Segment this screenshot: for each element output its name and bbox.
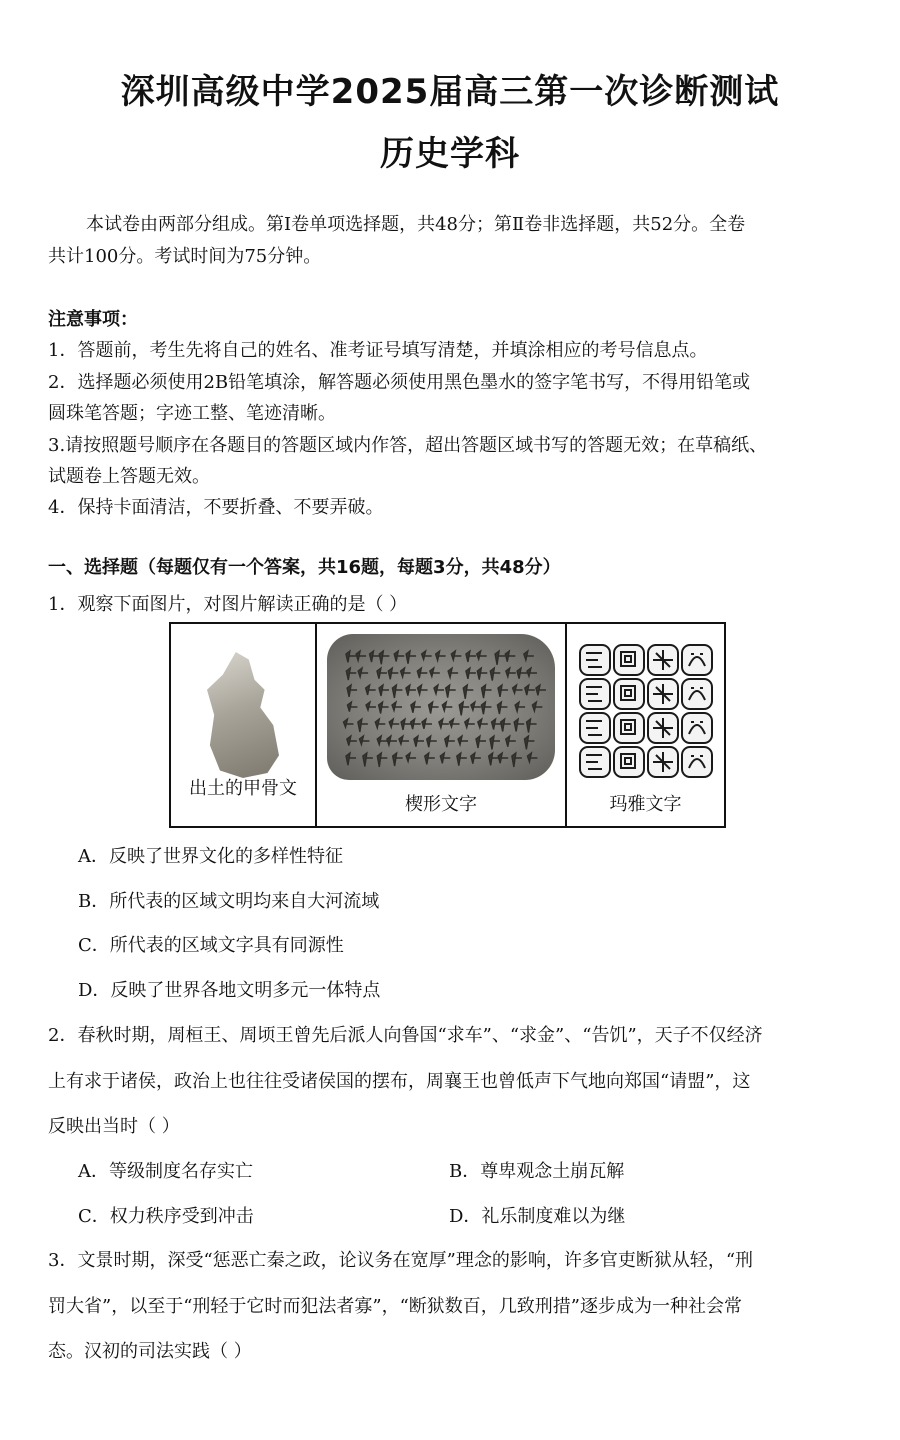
- cuneiform-wedge: [490, 668, 500, 681]
- question-2-stem: 2．春秋时期，周桓王、周顷王曾先后派人向鲁国“求车”、“求金”、“告饥”，天子不仅经济: [48, 1025, 763, 1046]
- question-3-stem: 罚大省”，以至于“刑轻于它时而犯法者寡”，“断狱数百，几致刑措”逐步成为一种社会常: [48, 1296, 743, 1317]
- cuneiform-wedge: [489, 753, 499, 765]
- maya-glyph-block: [614, 645, 644, 675]
- cuneiform-wedge: [377, 668, 387, 679]
- cuneiform-wedge: [527, 719, 537, 733]
- cuneiform-wedge: [481, 702, 491, 714]
- note-line: 3.请按照题号顺序在各题目的答题区域内作答，超出答题区域书写的答题无效；在草稿纸、: [48, 435, 768, 456]
- cuneiform-wedge: [527, 753, 537, 762]
- cuneiform-wedge: [436, 651, 446, 660]
- cuneiform-wedge: [379, 702, 389, 714]
- section-heading: 一、选择题（每题仅有一个答案，共16题，每题3分，共48分）: [48, 557, 561, 578]
- note-line: 试题卷上答题无效。: [48, 466, 210, 487]
- cuneiform-wedge: [411, 702, 421, 713]
- cuneiform-wedge: [406, 685, 416, 696]
- cuneiform-wedge: [346, 668, 356, 680]
- cuneiform-wedge: [495, 651, 505, 665]
- cuneiform-wedge: [377, 753, 387, 767]
- cuneiform-wedge: [440, 753, 450, 763]
- cuneiform-wedge: [527, 668, 537, 676]
- cuneiform-wedge: [422, 719, 432, 729]
- note-line: 2．选择题必须使用2B铅笔填涂，解答题必须使用黑色墨水的签字笔书写，不得用铅笔或: [48, 372, 751, 393]
- question-1-figure-table: [169, 622, 726, 828]
- cuneiform-wedge: [346, 753, 356, 765]
- question-1-option-d[interactable]: D．反映了世界各地文明多元一体特点: [78, 980, 381, 1001]
- maya-glyph-block: [614, 713, 644, 743]
- cuneiform-wedge: [515, 702, 525, 711]
- cuneiform-wedge: [532, 702, 542, 711]
- maya-glyph-block: [682, 679, 712, 709]
- cuneiform-wedge: [377, 736, 387, 744]
- cuneiform-wedge: [457, 753, 467, 766]
- cuneiform-wedge: [422, 651, 432, 659]
- question-2-option-b[interactable]: B．尊卑观念土崩瓦解: [449, 1161, 625, 1182]
- cuneiform-wedge: [358, 719, 368, 732]
- cuneiform-wedge: [471, 702, 481, 710]
- notes-heading: 注意事项：: [48, 309, 138, 330]
- cuneiform-wedge: [506, 668, 516, 677]
- note-line: 4．保持卡面清洁，不要折叠、不要弄破。: [48, 497, 384, 518]
- cuneiform-wedge: [501, 719, 511, 732]
- cuneiform-wedge: [445, 736, 455, 747]
- cuneiform-wedge: [482, 685, 492, 698]
- cuneiform-wedge: [370, 651, 380, 662]
- cuneiform-wedge: [425, 753, 435, 764]
- figure-cell-oracle: [171, 624, 317, 826]
- cuneiform-wedge: [466, 668, 476, 679]
- cuneiform-wedge: [401, 719, 411, 730]
- cuneiform-wedge: [366, 685, 376, 695]
- figure-cell-maya: [567, 624, 724, 826]
- cuneiform-wedge: [525, 685, 535, 695]
- cuneiform-wedge: [465, 719, 475, 728]
- cuneiform-wedge: [512, 753, 522, 767]
- cuneiform-wedge: [476, 736, 486, 748]
- cuneiform-wedge: [498, 685, 508, 697]
- question-3-stem: 3．文景时期，深受“惩恶亡秦之政，论议务在宽厚”理念的影响，许多官吏断狱从轻，“刑: [48, 1250, 754, 1271]
- cuneiform-wedge: [346, 651, 356, 662]
- maya-glyph-block: [682, 747, 712, 777]
- cuneiform-wedge: [401, 668, 411, 677]
- question-2-option-c[interactable]: C．权力秩序受到冲击: [78, 1206, 254, 1227]
- cuneiform-wedge: [514, 719, 524, 731]
- cuneiform-wedge: [536, 685, 546, 695]
- cuneiform-wedge: [478, 719, 488, 728]
- figure-cell-cuneiform: [317, 624, 567, 826]
- question-2-option-a[interactable]: A．等级制度名存实亡: [78, 1161, 253, 1182]
- cuneiform-wedge: [490, 736, 500, 749]
- cuneiform-wedge: [358, 668, 368, 677]
- maya-glyphs-image: [579, 644, 713, 780]
- cuneiform-wedge: [366, 702, 376, 710]
- cuneiform-wedge: [375, 719, 385, 728]
- oracle-bone-image: [207, 652, 279, 778]
- question-1-stem: 1．观察下面图片，对图片解读正确的是（ ）: [48, 594, 408, 615]
- question-3-stem: 态。汉初的司法实践（ ）: [48, 1341, 252, 1362]
- cuneiform-wedge: [388, 668, 398, 679]
- maya-glyph-block: [614, 747, 644, 777]
- cuneiform-wedge: [414, 736, 424, 747]
- maya-glyph-block: [682, 713, 712, 743]
- cuneiform-wedge: [448, 668, 458, 677]
- cuneiform-wedge: [430, 668, 440, 676]
- cuneiform-wedge: [459, 702, 469, 715]
- cuneiform-wedge: [387, 736, 397, 745]
- cuneiform-wedge: [439, 719, 449, 728]
- cuneiform-wedge: [392, 702, 402, 711]
- question-1-option-a[interactable]: A．反映了世界文化的多样性特征: [78, 846, 343, 867]
- cuneiform-wedge: [513, 685, 523, 693]
- cuneiform-wedge: [399, 736, 409, 744]
- cuneiform-wedge: [498, 753, 508, 763]
- cuneiform-wedge: [411, 719, 421, 729]
- figure-caption: 楔形文字: [405, 794, 477, 815]
- cuneiform-wedge: [347, 702, 357, 712]
- cuneiform-wedge: [517, 668, 527, 679]
- cuneiform-wedge: [359, 736, 369, 744]
- cuneiform-wedge: [446, 685, 456, 698]
- cuneiform-wedge: [389, 719, 399, 727]
- cuneiform-wedge: [442, 702, 452, 711]
- cuneiform-wedge: [392, 685, 402, 698]
- question-1-option-b[interactable]: B．所代表的区域文明均来自大河流域: [78, 891, 380, 912]
- cuneiform-wedge: [463, 685, 473, 699]
- cuneiform-tablet-image: [327, 634, 555, 780]
- note-line: 1．答题前，考生先将自己的姓名、准考证号填写清楚，并填涂相应的考号信息点。: [48, 340, 708, 361]
- cuneiform-wedge: [417, 668, 427, 678]
- cuneiform-wedge: [458, 736, 468, 745]
- note-line: 圆珠笔答题；字迹工整、笔迹清晰。: [48, 403, 336, 424]
- cuneiform-wedge: [379, 685, 389, 696]
- cuneiform-wedge: [450, 719, 460, 727]
- intro-line-2: 共计100分。考试时间为75分钟。: [48, 246, 322, 267]
- cuneiform-wedge: [477, 651, 487, 659]
- figure-caption: 出土的甲骨文: [189, 778, 297, 799]
- cuneiform-wedge: [427, 736, 437, 747]
- cuneiform-wedge: [492, 719, 502, 729]
- cuneiform-wedge: [379, 651, 389, 664]
- cuneiform-wedge: [406, 753, 416, 761]
- cuneiform-wedge: [506, 736, 516, 747]
- cuneiform-wedge: [363, 753, 373, 766]
- cuneiform-wedge: [524, 736, 534, 749]
- question-2-stem: 上有求于诸侯，政治上也往往受诸侯国的摆布，周襄王也曾低声下气地向郑国“请盟”，这: [48, 1071, 751, 1092]
- cuneiform-wedge: [347, 685, 357, 697]
- cuneiform-wedge: [418, 685, 428, 694]
- cuneiform-wedge: [471, 753, 481, 764]
- intro-line-1: 本试卷由两部分组成。第Ⅰ卷单项选择题，共48分；第Ⅱ卷非选择题，共52分。全卷: [86, 214, 746, 235]
- cuneiform-wedge: [477, 668, 487, 680]
- cuneiform-wedge: [505, 651, 515, 662]
- subject-title: 历史学科: [380, 134, 520, 174]
- cuneiform-wedge: [343, 719, 353, 727]
- question-2-option-d[interactable]: D．礼乐制度难以为继: [449, 1206, 626, 1227]
- cuneiform-wedge: [429, 702, 439, 714]
- maya-glyph-block: [682, 645, 712, 675]
- cuneiform-wedge: [497, 702, 507, 714]
- exam-title: 深圳高级中学2025届高三第一次诊断测试: [120, 72, 780, 112]
- figure-caption: 玛雅文字: [609, 794, 682, 815]
- cuneiform-wedge: [406, 651, 416, 664]
- cuneiform-wedge: [524, 651, 534, 660]
- cuneiform-wedge: [394, 651, 404, 661]
- cuneiform-wedge: [393, 753, 403, 766]
- cuneiform-wedge: [347, 736, 357, 746]
- cuneiform-wedge: [356, 651, 366, 660]
- maya-glyph-block: [614, 679, 644, 709]
- question-1-option-c[interactable]: C．所代表的区域文字具有同源性: [78, 935, 344, 956]
- cuneiform-wedge: [451, 651, 461, 660]
- cuneiform-wedge: [434, 685, 444, 694]
- cuneiform-wedge: [466, 651, 476, 662]
- question-2-stem: 反映出当时（ ）: [48, 1116, 180, 1137]
